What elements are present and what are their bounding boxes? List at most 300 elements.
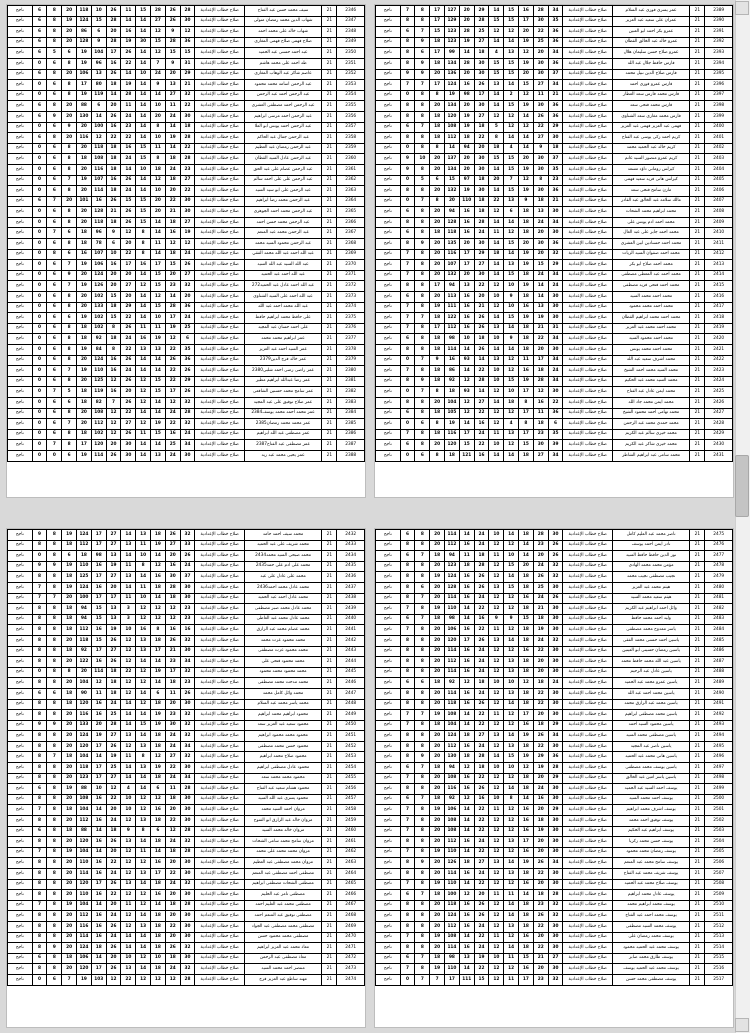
cell-mark: 21 [548, 196, 563, 207]
cell-mark: 125 [91, 376, 106, 387]
cell-mark: 22 [106, 890, 121, 901]
cell-student-name: هيثم سعيد محمد السيد [612, 593, 689, 604]
cell-mark: 19 [77, 175, 92, 186]
cell-mark: 13 [504, 657, 519, 668]
cell-student-name: عبد احمد حسنى عبد الحميد [244, 48, 321, 59]
cell-mark: 4 [504, 419, 519, 430]
cell-mark: 6 [400, 408, 415, 419]
cell-school: صلاح خطاب الإعدادية [195, 408, 244, 419]
cell-mark: 9 [504, 334, 519, 345]
cell-mark: 0 [32, 217, 47, 228]
cell-mark: 6 [47, 334, 62, 345]
cell-year: 21 [690, 217, 705, 228]
cell-mark: 10 [489, 366, 504, 377]
cell-mark: 84 [91, 345, 106, 356]
cell-mark: 20 [62, 932, 77, 943]
cell-mark: 16 [165, 228, 180, 239]
cell-mark: 30 [180, 582, 195, 593]
cell-mark: 28 [180, 784, 195, 795]
cell-mark: 28 [548, 763, 563, 774]
cell-mark: 20 [430, 154, 445, 165]
cell-status: ناجح [8, 387, 33, 398]
cell-student-name: عبد الله محمد احمد عبد الله [244, 302, 321, 313]
cell-school: صلاح خطاب الإعدادية [563, 408, 612, 419]
cell-mark: 9 [151, 80, 166, 91]
cell-mark: 15 [489, 69, 504, 80]
table-row [376, 794, 733, 805]
cell-mark: 12 [136, 900, 151, 911]
cell-mark: 24 [165, 164, 180, 175]
scrollbar-thumb[interactable] [735, 455, 749, 517]
table-row [376, 154, 733, 165]
cell-mark: 6 [47, 239, 62, 250]
table-row [376, 869, 733, 880]
cell-mark: 17 [151, 646, 166, 657]
cell-mark: 18 [165, 154, 180, 165]
cell-status: ناجح [8, 58, 33, 69]
cell-student-name: محمد محمود عزت مصطفى [244, 646, 321, 657]
cell-mark: 15 [533, 260, 548, 271]
cell-seat-number: 2405 [705, 175, 733, 186]
cell-mark: 18 [62, 646, 77, 657]
cell-mark: 8 [400, 900, 415, 911]
cell-mark: 12 [136, 376, 151, 387]
cell-mark: 8 [32, 911, 47, 922]
cell-mark: 17 [519, 974, 534, 985]
cell-mark: 12 [106, 784, 121, 795]
cell-student-name: محمود ابراهيم محمد ابراهيم [244, 710, 321, 721]
scroll-up-arrow-icon[interactable] [735, 1, 749, 15]
cell-mark: 22 [180, 101, 195, 112]
cell-mark: 7 [415, 355, 430, 366]
cell-student-name: محمد حمدى محمد عبد الرحمن [612, 419, 689, 430]
cell-mark: 14 [136, 270, 151, 281]
cell-mark: 7 [32, 805, 47, 816]
cell-mark: 6 [400, 614, 415, 625]
cell-mark: 27 [165, 540, 180, 551]
cell-mark: 120 [77, 879, 92, 890]
cell-seat-number: 2473 [337, 964, 365, 975]
cell-student-name: ياسين محمد مصطفى ابراهيم [612, 710, 689, 721]
cell-mark: 18 [151, 921, 166, 932]
cell-mark: 20 [533, 773, 548, 784]
cell-status: ناجح [376, 805, 401, 816]
cell-mark: 20 [430, 688, 445, 699]
cell-mark: 0 [32, 551, 47, 562]
cell-mark: 18 [165, 175, 180, 186]
cell-mark: 24 [106, 869, 121, 880]
cell-mark: 94 [445, 207, 460, 218]
cell-school: صلاح خطاب الإعدادية [563, 635, 612, 646]
cell-mark: 24 [165, 773, 180, 784]
cell-mark: 20 [62, 921, 77, 932]
cell-mark: 0 [32, 228, 47, 239]
cell-mark: 128 [91, 207, 106, 218]
cell-year: 21 [322, 196, 337, 207]
cell-mark: 18 [430, 345, 445, 356]
cell-status: ناجح [8, 323, 33, 334]
cell-mark: 15 [474, 974, 489, 985]
cell-status: ناجح [8, 313, 33, 324]
cell-mark: 17 [519, 710, 534, 721]
cell-mark: 17 [459, 635, 474, 646]
cell-mark: 24 [474, 540, 489, 551]
cell-student-name: محمد خيرى شاكر عبد الكريم [612, 440, 689, 451]
cell-mark: 108 [445, 826, 460, 837]
cell-mark: 19 [106, 561, 121, 572]
cell-mark: 12 [106, 429, 121, 440]
cell-mark: 20 [62, 741, 77, 752]
cell-school: صلاح خطاب الإعدادية [563, 175, 612, 186]
cell-year: 21 [322, 710, 337, 721]
cell-mark: 19 [77, 281, 92, 292]
cell-mark: 0 [32, 143, 47, 154]
cell-mark: 14 [459, 604, 474, 615]
cell-mark: 29 [548, 122, 563, 133]
cell-mark: 0 [32, 154, 47, 165]
cell-mark: 28 [180, 133, 195, 144]
cell-mark: 26 [180, 387, 195, 398]
cell-mark: 20 [77, 186, 92, 197]
cell-mark: 26 [474, 323, 489, 334]
cell-mark: 8 [62, 164, 77, 175]
cell-mark: 12 [519, 122, 534, 133]
cell-mark: 30 [548, 646, 563, 657]
cell-status: ناجح [8, 932, 33, 943]
cell-mark: 124 [445, 911, 460, 922]
cell-year: 21 [322, 604, 337, 615]
cell-mark: 30 [533, 440, 548, 451]
cell-mark: 8 [400, 48, 415, 59]
cell-mark: 6 [32, 101, 47, 112]
cell-mark: 8 [62, 186, 77, 197]
cell-school: صلاح خطاب الإعدادية [563, 323, 612, 334]
cell-status: ناجح [376, 292, 401, 303]
table-row [8, 932, 365, 943]
table-row [376, 911, 733, 922]
cell-mark: 94 [459, 143, 474, 154]
cell-mark: 108 [445, 932, 460, 943]
cell-mark: 13 [136, 816, 151, 827]
cell-mark: 0 [32, 207, 47, 218]
cell-mark: 18 [430, 408, 445, 419]
cell-mark: 8 [136, 561, 151, 572]
cell-mark: 27 [180, 217, 195, 228]
cell-mark: 0 [32, 323, 47, 334]
cell-mark: 8 [400, 921, 415, 932]
cell-mark: 16 [136, 334, 151, 345]
cell-mark: 24 [533, 270, 548, 281]
cell-mark: 13 [489, 858, 504, 869]
cell-mark: 14 [121, 582, 136, 593]
cell-mark: 32 [180, 667, 195, 678]
cell-mark: 13 [121, 964, 136, 975]
cell-mark: 8 [400, 572, 415, 583]
cell-seat-number: 2485 [705, 635, 733, 646]
cell-mark: 16 [459, 80, 474, 91]
cell-year: 21 [690, 974, 705, 985]
cell-year: 21 [322, 186, 337, 197]
cell-school: صلاح خطاب الإعدادية [195, 122, 244, 133]
cell-mark: 26 [180, 260, 195, 271]
cell-status: ناجح [376, 239, 401, 250]
cell-mark: 18 [77, 228, 92, 239]
cell-mark: 17 [430, 48, 445, 59]
cell-mark: 18 [430, 953, 445, 964]
cell-mark: 8 [47, 710, 62, 721]
cell-mark: 8 [47, 932, 62, 943]
table-row [376, 313, 733, 324]
cell-mark: 27 [474, 858, 489, 869]
cell-mark: 16 [136, 260, 151, 271]
cell-mark: 20 [62, 133, 77, 144]
cell-mark: 10 [504, 302, 519, 313]
cell-mark: 13 [165, 80, 180, 91]
cell-mark: 20 [165, 551, 180, 562]
cell-mark: 18 [519, 228, 534, 239]
cell-seat-number: 2394 [705, 58, 733, 69]
cell-year: 21 [690, 921, 705, 932]
cell-seat-number: 2416 [705, 292, 733, 303]
cell-school: صلاح خطاب الإعدادية [195, 604, 244, 615]
cell-year: 21 [322, 752, 337, 763]
cell-mark: 15 [504, 582, 519, 593]
cell-mark: 18 [533, 816, 548, 827]
cell-year: 21 [322, 699, 337, 710]
cell-mark: 8 [47, 635, 62, 646]
cell-mark: 17 [151, 260, 166, 271]
cell-mark: 12 [504, 593, 519, 604]
cell-mark: 12 [489, 911, 504, 922]
cell-student-name: مصطفى محمد مصطفى عبد الجواد [244, 921, 321, 932]
cell-seat-number: 2442 [337, 635, 365, 646]
cell-mark: 8 [47, 837, 62, 848]
cell-mark: 12 [136, 667, 151, 678]
table-row [8, 837, 365, 848]
cell-mark: 8 [47, 27, 62, 38]
cell-mark: 17 [91, 593, 106, 604]
cell-status: ناجح [376, 826, 401, 837]
cell-mark: 16 [91, 582, 106, 593]
cell-mark: 8 [415, 334, 430, 345]
cell-seat-number: 2349 [337, 37, 365, 48]
cell-mark: 24 [165, 450, 180, 461]
cell-mark: 22 [180, 143, 195, 154]
cell-mark: 30 [474, 101, 489, 112]
cell-mark: 30 [548, 292, 563, 303]
cell-mark: 92 [445, 376, 460, 387]
cell-mark: 12 [136, 953, 151, 964]
cell-mark: 26 [548, 551, 563, 562]
cell-mark: 8 [400, 345, 415, 356]
cell-mark: 0 [32, 292, 47, 303]
cell-mark: 7 [415, 80, 430, 91]
cell-status: ناجح [376, 90, 401, 101]
cell-mark: 14 [489, 239, 504, 250]
cell-year: 21 [322, 869, 337, 880]
cell-mark: 26 [165, 6, 180, 17]
cell-year: 21 [690, 561, 705, 572]
scroll-down-arrow-icon[interactable] [735, 1018, 749, 1032]
cell-mark: 14 [121, 710, 136, 721]
cell-mark: 8 [106, 323, 121, 334]
vertical-scrollbar[interactable] [735, 0, 750, 1033]
cell-mark: 16 [91, 561, 106, 572]
cell-mark: 104 [77, 847, 92, 858]
table-row [8, 440, 365, 451]
cell-mark: 6 [47, 281, 62, 292]
table-row [8, 408, 365, 419]
cell-mark: 18 [151, 164, 166, 175]
cell-mark: 29 [474, 6, 489, 17]
cell-status: ناجح [8, 175, 33, 186]
cell-mark: 9 [47, 561, 62, 572]
cell-mark: 21 [106, 207, 121, 218]
cell-mark: 28 [106, 720, 121, 731]
cell-mark: 30 [533, 164, 548, 175]
cell-mark: 32 [548, 572, 563, 583]
cell-student-name: ياسين ناصر عبد المجيد [612, 741, 689, 752]
cell-year: 21 [690, 408, 705, 419]
cell-mark: 8 [47, 953, 62, 964]
cell-mark: 29 [548, 773, 563, 784]
cell-mark: 16 [445, 355, 460, 366]
cell-mark: 24 [474, 943, 489, 954]
cell-mark: 22 [106, 794, 121, 805]
cell-mark: 14 [504, 323, 519, 334]
cell-mark: 12 [121, 228, 136, 239]
cell-year: 21 [690, 345, 705, 356]
cell-mark: 8 [400, 239, 415, 250]
cell-mark: 21 [533, 953, 548, 964]
cell-mark: 30 [548, 604, 563, 615]
cell-mark: 12 [151, 974, 166, 985]
cell-mark: 18 [165, 249, 180, 260]
cell-mark: 8 [62, 429, 77, 440]
cell-mark: 8 [32, 635, 47, 646]
cell-mark: 17 [91, 540, 106, 551]
cell-mark: 26 [474, 699, 489, 710]
cell-school: صلاح خطاب الإعدادية [195, 805, 244, 816]
cell-status: ناجح [8, 741, 33, 752]
cell-school: صلاح خطاب الإعدادية [563, 551, 612, 562]
cell-mark: 30 [474, 58, 489, 69]
cell-school: صلاح خطاب الإعدادية [563, 58, 612, 69]
cell-status: ناجح [8, 397, 33, 408]
cell-seat-number: 2424 [705, 376, 733, 387]
cell-mark: 120 [77, 699, 92, 710]
cell-mark: 37 [548, 154, 563, 165]
cell-mark: 16 [91, 858, 106, 869]
cell-mark: 20 [106, 582, 121, 593]
cell-mark: 7 [504, 175, 519, 186]
cell-school: صلاح خطاب الإعدادية [195, 763, 244, 774]
cell-status: ناجح [376, 249, 401, 260]
cell-mark: 8 [415, 429, 430, 440]
cell-mark: 116 [445, 249, 460, 260]
cell-mark: 16 [519, 932, 534, 943]
cell-mark: 7 [415, 196, 430, 207]
cell-status: ناجح [376, 154, 401, 165]
cell-school: صلاح خطاب الإعدادية [195, 217, 244, 228]
cell-mark: 26 [121, 175, 136, 186]
cell-mark: 24 [180, 429, 195, 440]
cell-mark: 8 [415, 741, 430, 752]
cell-mark: 26 [121, 323, 136, 334]
cell-mark: 18 [430, 614, 445, 625]
cell-mark: 15 [504, 6, 519, 17]
cell-year: 21 [322, 239, 337, 250]
cell-mark: 23 [533, 974, 548, 985]
cell-seat-number: 2443 [337, 646, 365, 657]
cell-mark: 18 [77, 429, 92, 440]
cell-student-name: محمد تهامى احمد محمود الشيخ [612, 408, 689, 419]
table-row [8, 974, 365, 985]
cell-mark: 16 [519, 6, 534, 17]
cell-status: ناجح [8, 143, 33, 154]
cell-mark: 15 [151, 270, 166, 281]
cell-school: صلاح خطاب الإعدادية [195, 561, 244, 572]
cell-mark: 30 [548, 932, 563, 943]
cell-school: صلاح خطاب الإعدادية [195, 953, 244, 964]
cell-mark: 8 [47, 847, 62, 858]
cell-mark: 18 [533, 890, 548, 901]
cell-mark: 13 [151, 345, 166, 356]
cell-mark: 20 [459, 239, 474, 250]
cell-mark: 8 [400, 752, 415, 763]
cell-mark: 8 [415, 964, 430, 975]
cell-mark: 112 [445, 540, 460, 551]
cell-mark: 0 [32, 80, 47, 91]
cell-seat-number: 2371 [337, 270, 365, 281]
cell-mark: 19 [459, 111, 474, 122]
cell-mark: 21 [165, 207, 180, 218]
cell-student-name: عبد الرحمن احمد عبد الرحمن [244, 90, 321, 101]
cell-mark: 13 [504, 741, 519, 752]
table-row [376, 345, 733, 356]
cell-student-name: مصطفى محمد عبد العليم احمد [244, 900, 321, 911]
cell-mark: 19 [430, 964, 445, 975]
cell-mark: 13 [489, 731, 504, 742]
cell-mark: 20 [430, 900, 445, 911]
cell-mark: 19 [519, 164, 534, 175]
cell-mark: 7 [430, 974, 445, 985]
cell-mark: 22 [165, 376, 180, 387]
cell-student-name: فارس محمد فارس سعد العطار [612, 90, 689, 101]
cell-mark: 8 [47, 6, 62, 17]
cell-school: صلاح خطاب الإعدادية [563, 869, 612, 880]
cell-mark: 18 [106, 302, 121, 313]
cell-year: 21 [322, 207, 337, 218]
cell-school: صلاح خطاب الإعدادية [195, 530, 244, 541]
cell-mark: 19 [519, 858, 534, 869]
cell-mark: 0 [32, 429, 47, 440]
cell-mark: 8 [415, 6, 430, 17]
cell-mark: 15 [504, 154, 519, 165]
cell-mark: 11 [121, 752, 136, 763]
cell-mark: 30 [180, 699, 195, 710]
cell-school: صلاح خطاب الإعدادية [195, 688, 244, 699]
cell-mark: 14 [136, 366, 151, 377]
cell-mark: 7 [400, 313, 415, 324]
cell-mark: 133 [77, 720, 92, 731]
cell-mark: 19 [445, 419, 460, 430]
table-row [376, 48, 733, 59]
cell-mark: 31 [180, 58, 195, 69]
cell-mark: 12 [121, 678, 136, 689]
cell-mark: 86 [445, 366, 460, 377]
cell-mark: 16 [91, 625, 106, 636]
